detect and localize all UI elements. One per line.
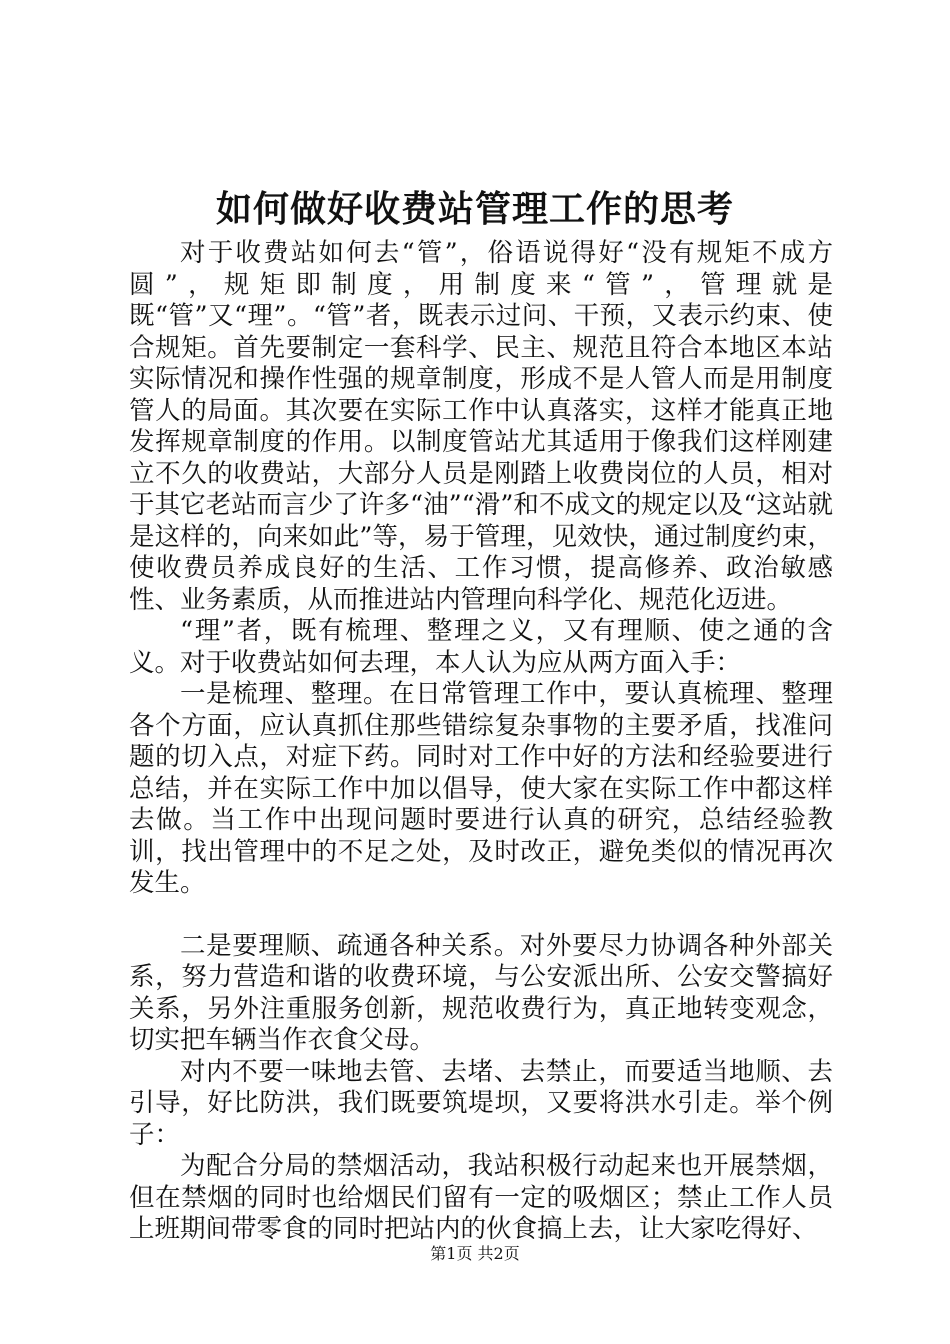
paragraph-6: 为配合分局的禁烟活动，我站积极行动起来也开展禁烟，但在禁烟的同时也给烟民们留有一定的吸烟区；禁止工作人员上班期间带零食的同时把站内的伙食搞上去，让大家吃得好、 [129,1151,833,1244]
paragraph-5: 对内不要一味地去管、去堵、去禁止，而要适当地顺、去引导，好比防洪，我们既要筑堤坝，又要将洪水引走。举个例子： [129,1056,833,1150]
page-number-footer: 第1页 共2页 [430,1244,520,1263]
paragraph-1: 对于收费站如何去“管”，俗语说得好“没有规矩不成方圆”，规矩即制度，用制度来“管”，管理就是既“管”又“理”。“管”者，既表示过问、干预，又表示约束、使合规矩。首先要制定一套科学、民主、规范且符合本地区本站实际情况和操作性强的规章制度，形成不是人管人而是用制度管人的局面。其次要在实际工作中认真落实，这样才能真正地发挥规章制度的作用。以制度管站尤其适用于像我们这样刚建立不久的收费站，大部分人员是刚踏上收费岗位的人员，相对于其它老站而言少了许多“油”“滑”和不成文的规定以及“这站就是这样的，向来如此”等，易于管理，见效快，通过制度约束，使收费员养成良好的生活、工作习惯，提高修养、政治敏感性、业务素质，从而推进站内管理向科学化、规范化迈进。 [129,238,833,615]
document-body [129,238,833,1246]
paragraph-3: 一是梳理、整理。在日常管理工作中，要认真梳理、整理各个方面，应认真抓住那些错综复杂事物的主要矛盾，找准问题的切入点，对症下药。同时对工作中好的方法和经验要进行总结，并在实际工作中加以倡导，使大家在实际工作中都这样去做。当工作中出现问题时要进行认真的研究，总结经验教训，找出管理中的不足之处，及时改正，避免类似的情况再次发生。 [129,679,833,898]
document-title: 如何做好收费站管理工作的思考 [215,188,734,230]
paragraph-2: “理”者，既有梳理、整理之义，又有理顺、使之通的含义。对于收费站如何去理，本人认为应从两方面入手： [129,616,833,678]
paragraph-4: 二是要理顺、疏通各种关系。对外要尽力协调各种外部关系，努力营造和谐的收费环境，与公安派出所、公安交警搞好关系，另外注重服务创新，规范收费行为，真正地转变观念，切实把车辆当作衣食父母。 [129,930,833,1055]
